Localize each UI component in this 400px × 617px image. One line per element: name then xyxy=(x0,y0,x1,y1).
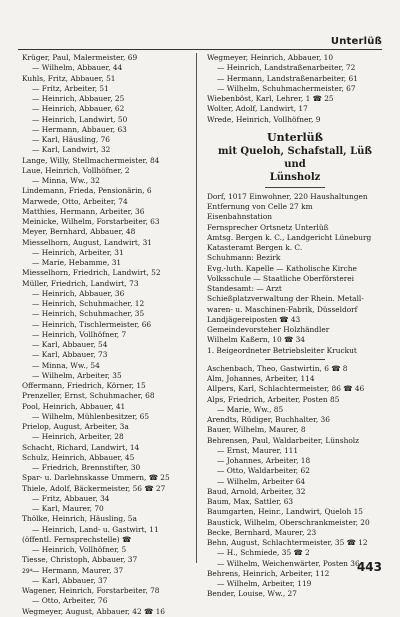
directory-entry: — Heinrich, Vollhöfner, 5 xyxy=(32,545,127,554)
directory-entry: Lange, Willy, Stellmachermeister, 84 xyxy=(22,155,160,165)
directory-entry: Amtsg. Bergen k. C., Landgericht Lüneburg xyxy=(207,232,372,242)
directory-entry: Volksschule — Staatliche Oberförsterei xyxy=(207,273,355,283)
directory-entry: Spar- u. Darlehnskasse Ummern, ☎ 25 xyxy=(22,473,170,483)
directory-entry: Thölke, Heinrich, Häusling, 5a xyxy=(22,514,137,524)
column-divider xyxy=(196,53,197,563)
directory-entry: Baum, Max, Sattler, 63 xyxy=(207,497,294,506)
directory-entry: — Heinrich, Schuhmacher, 35 xyxy=(32,309,145,319)
directory-entry: — Otto, Waldarbeiter, 62 xyxy=(217,466,310,476)
directory-entry: — Karl, Abbauer, 54 xyxy=(32,340,108,349)
directory-entry: Miesselhorn, Friedrich, Landwirt, 52 xyxy=(22,268,161,278)
directory-entry: Bauer, Wilhelm, Maurer, 8 xyxy=(207,425,306,435)
section-rule-2 xyxy=(265,359,325,360)
right-top-entries xyxy=(207,53,383,125)
directory-entry: — Karl, Landwirt, 32 xyxy=(32,145,111,155)
directory-entry: Miesselhorn, August, Landwirt, 31 xyxy=(22,237,152,247)
directory-entry: (öffentl. Fernsprechstelle) ☎ xyxy=(22,534,132,544)
directory-entry: — Wilhelm, Schuhmachermeister, 67 xyxy=(217,83,356,93)
directory-entry: — Karl, Maurer, 70 xyxy=(32,504,104,513)
directory-entry: — Heinrich, Landstraßenarbeiter, 72 xyxy=(217,63,356,73)
directory-entry: Wiebenböst, Karl, Lehrer, 1 ☎ 25 xyxy=(207,94,334,103)
directory-entry: Alm, Johannes, Arbeiter, 114 xyxy=(207,374,315,383)
section-subtitle: mit Queloh, Schafstall, Lüß und xyxy=(217,145,373,170)
directory-entry: — Wilhelm, Abbauer, 44 xyxy=(32,63,123,73)
directory-entry: Fernsprecher Ortsnetz Unterlüß xyxy=(207,222,329,232)
directory-entry: Becke, Bernhard, Maurer, 23 xyxy=(207,527,317,537)
directory-entry: — H., Schmiede, 35 ☎ 2 xyxy=(217,548,310,558)
directory-entry: Wegmeyer, Heinrich, Abbauer, 10 xyxy=(207,53,334,62)
directory-entry: waren- u. Maschinen-Fabrik, Düsseldorf xyxy=(207,304,358,314)
directory-entry: Prenzeller, Ernst, Schuhmacher, 68 xyxy=(22,391,155,401)
town-info xyxy=(207,192,383,356)
directory-entry: Wilhelm Kaßern, 10 ☎ 34 xyxy=(207,335,305,345)
directory-entry: — Hermann, Maurer, 37 xyxy=(32,565,124,575)
directory-entry: Wegmeyer, August, Abbauer, 42 ☎ 16 xyxy=(22,606,165,616)
directory-entry: — Heinrich, Arbeiter, 28 xyxy=(32,432,124,442)
running-header: Unterlüß xyxy=(330,36,382,47)
directory-entry: Kuhls, Fritz, Abbauer, 51 xyxy=(22,73,116,83)
directory-entry: Behrensen, Paul, Waldarbeiter, Lünsholz xyxy=(207,435,360,445)
directory-entry: — Fritz, Arbeiter, 51 xyxy=(32,83,109,93)
directory-entry: Behrens, Heinrich, Arbeiter, 112 xyxy=(207,568,330,578)
right-column xyxy=(207,53,383,600)
directory-entry: Müller, Friedrich, Landwirt, 73 xyxy=(22,278,139,288)
directory-entry: — Heinrich, Arbeiter, 31 xyxy=(32,247,124,257)
directory-entry: — Heinrich, Tischlermeister, 66 xyxy=(32,319,152,329)
directory-entry: — Heinrich, Abbauer, 62 xyxy=(32,104,125,114)
directory-entry: Katasteramt Bergen k. C. xyxy=(207,243,303,252)
left-column xyxy=(22,53,190,617)
directory-entry: Meinicke, Wilhelm, Forstarbeiter, 63 xyxy=(22,217,160,226)
directory-entry: Marwede, Otto, Arbeiter, 74 xyxy=(22,196,128,206)
directory-entry: Matthies, Hermann, Arbeiter, 36 xyxy=(22,206,145,216)
directory-entry: — Heinrich, Abbauer, 25 xyxy=(32,94,125,103)
directory-entry: — Karl, Abbauer, 73 xyxy=(32,350,108,360)
directory-entry: Eisenbahnstation xyxy=(207,212,273,222)
directory-entry: — Heinrich, Vollhöfner, 7 xyxy=(32,329,127,339)
directory-entry: — Marie, Hebamme, 31 xyxy=(32,258,122,267)
section-rule xyxy=(265,187,325,188)
directory-entry: Alps, Friedrich, Arbeiter, Posten 85 xyxy=(207,394,340,404)
page-number: 443 xyxy=(356,560,382,574)
directory-entry: Baud, Arnold, Arbeiter, 32 xyxy=(207,486,306,496)
directory-entry: — Hermann, Abbauer, 63 xyxy=(32,124,127,134)
directory-entry: — Hermann, Landstraßenarbeiter, 61 xyxy=(217,73,358,83)
directory-entry: Offermann, Friedrich, Körner, 15 xyxy=(22,381,146,390)
directory-entry: — Karl, Häusling, 76 xyxy=(32,135,110,144)
directory-entry: Allpers, Karl, Schlachtermeister, 86 ☎ 46 xyxy=(207,384,365,394)
directory-entry: Wrede, Heinrich, Vollhöfner, 9 xyxy=(207,114,321,124)
directory-entry: — Karl, Abbauer, 37 xyxy=(32,575,108,585)
directory-entry: Tiesse, Christoph, Abbauer, 37 xyxy=(22,555,138,565)
directory-entry: Gemeindevorsteher Holzhändler xyxy=(207,325,330,334)
header-rule xyxy=(18,49,382,50)
directory-entry: Baumgarten, Heinr., Landwirt, Queloh 15 xyxy=(207,507,364,517)
directory-entry: Krüger, Paul, Malermeister, 69 xyxy=(22,53,138,62)
directory-entry: — Wilhelm, Arbeiter, 119 xyxy=(217,579,312,588)
directory-entry: — Wilhelm, Arbeiter 64 xyxy=(217,476,306,486)
directory-entry: Wagener, Heinrich, Forstarbeiter, 78 xyxy=(22,586,160,595)
directory-entry: — Heinrich, Land- u. Gastwirt, 11 xyxy=(32,524,159,534)
directory-entry: 1. Beigeordneter Betriebsleiter Kruckut xyxy=(207,345,357,355)
directory-entry: — Ernst, Maurer, 111 xyxy=(217,445,299,455)
section-subtitle-2: Lünsholz xyxy=(269,171,321,183)
directory-entry: Schießplatzverwaltung der Rhein. Metall- xyxy=(207,294,364,304)
directory-entry: Meyer, Bernhard, Abbauer, 48 xyxy=(22,227,136,237)
directory-entry: — Fritz, Abbauer, 34 xyxy=(32,493,110,503)
directory-entry: Lindemann, Frieda, Pensionärin, 6 xyxy=(22,186,152,196)
directory-entry: — Minna, Ww., 32 xyxy=(32,176,100,185)
directory-entry: Dorf, 1017 Einwohner, 220 Haushaltungen xyxy=(207,191,368,201)
directory-entry: Schulz, Heinrich, Abbauer, 45 xyxy=(22,452,135,462)
directory-entry: Landjägereiposten ☎ 43 xyxy=(207,314,301,324)
directory-entry: — Wilhelm, Mühlenbesitzer, 65 xyxy=(32,411,150,421)
directory-entry: — Marie, Ww., 85 xyxy=(217,404,284,414)
directory-entry: Thiele, Adolf, Bäckermeister, 56 ☎ 27 xyxy=(22,483,166,493)
directory-entry: Laue, Heinrich, Vollhöfner, 2 xyxy=(22,165,130,175)
directory-entry: Prielop, August, Arbeiter, 3a xyxy=(22,422,129,431)
directory-entry: Wolter, Adolf, Landwirt, 17 xyxy=(207,104,308,114)
directory-entry: Arendts, Rüdiger, Buchhalter, 36 xyxy=(207,415,330,424)
directory-entry: — Wilhelm, Weichenwärter, Posten 36 xyxy=(217,558,360,568)
directory-entry: — Heinrich, Abbauer, 36 xyxy=(32,288,125,298)
directory-entry: Evg.-luth. Kapelle — Katholische Kirche xyxy=(207,263,357,273)
directory-entry: Entfernung von Celle 27 km xyxy=(207,202,313,211)
directory-entry: Aschenbach, Theo, Gastwirtin, 6 ☎ 8 xyxy=(207,363,348,373)
directory-entry: Behn, August, Schlachtermeister, 35 ☎ 12 xyxy=(207,538,368,547)
directory-entry: Bender, Louise, Ww., 27 xyxy=(207,589,297,599)
directory-entry: — Otto, Arbeiter, 76 xyxy=(32,596,108,606)
directory-entry: — Heinrich, Landwirt, 50 xyxy=(32,114,128,124)
directory-entry: Pool, Heinrich, Abbauer, 41 xyxy=(22,401,126,411)
directory-entry: — Wilhelm, Arbeiter, 35 xyxy=(32,370,122,380)
directory-entry: — Friedrich, Brennstifter, 30 xyxy=(32,463,141,472)
section-title: Unterlüß xyxy=(267,130,323,144)
directory-entry: Schacht, Richard, Landwirt, 14 xyxy=(22,442,140,452)
directory-entry: — Heinrich, Schuhmacher, 12 xyxy=(32,299,145,308)
directory-entry: Standesamt: — Arzt xyxy=(207,284,282,293)
signature-mark: 29* xyxy=(22,568,33,575)
directory-entry: Schuhmann: Bezirk xyxy=(207,253,281,263)
directory-entry: — Minna, Ww., 54 xyxy=(32,360,100,370)
directory-entry: — Johannes, Arbeiter, 18 xyxy=(217,456,311,465)
directory-entry: Baustick, Wilhelm, Oberschrankmeister, 20 xyxy=(207,517,370,527)
